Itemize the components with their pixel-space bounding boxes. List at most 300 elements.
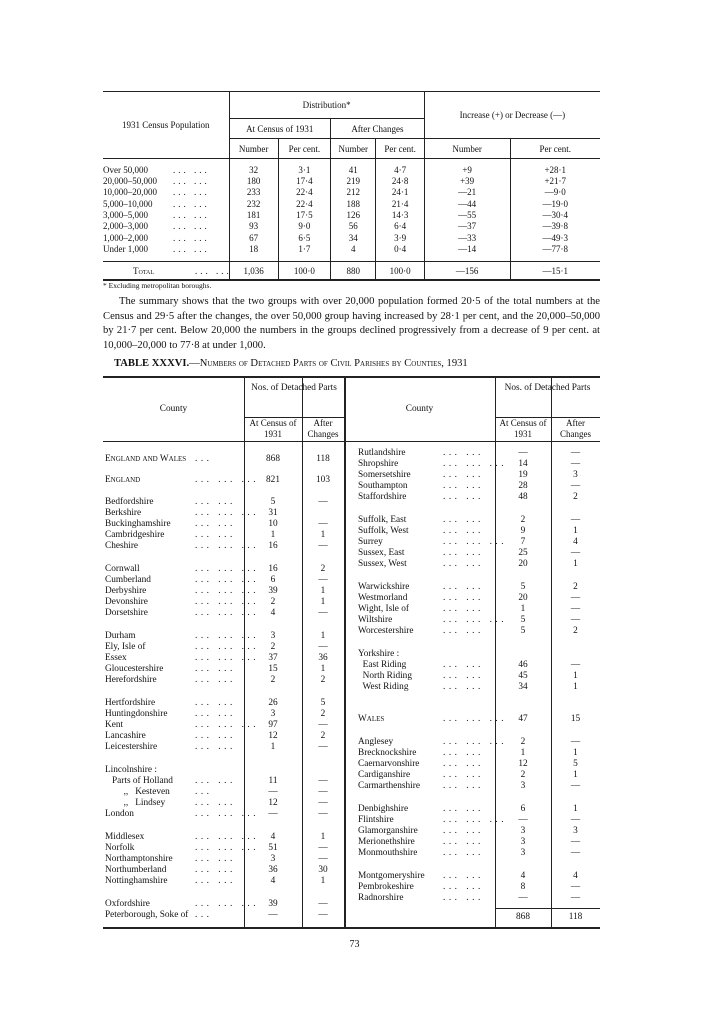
table-row — [103, 759, 600, 770]
table-row — [103, 448, 600, 459]
leader-dots: ... ... ... — [195, 720, 260, 730]
leader-dots: ... ... — [443, 781, 484, 791]
census-value: 31 — [268, 508, 278, 518]
county-name: West Riding — [358, 682, 409, 692]
after-value: — — [570, 448, 581, 458]
after-value: 15 — [570, 714, 581, 724]
census-header-left: At Census of 1931 — [249, 418, 297, 439]
cell: 212 — [331, 187, 376, 198]
table-row — [103, 837, 600, 848]
after-value: 2 — [573, 582, 578, 592]
table-row — [103, 626, 600, 637]
total-after: 118 — [568, 912, 583, 922]
cell: 56 — [331, 221, 376, 232]
cell: —30·4 — [510, 210, 600, 221]
county-name: North Riding — [358, 671, 412, 681]
census-value: 3 — [270, 854, 276, 864]
after-value: — — [318, 519, 328, 529]
after-value: — — [318, 720, 328, 730]
table-row — [103, 537, 600, 548]
table-row — [103, 582, 600, 593]
leader-dots: ... ... — [195, 519, 236, 529]
leader-dots: ... ... — [443, 660, 484, 670]
county-name: Cornwall — [105, 564, 140, 574]
leader-dots: ... ... — [443, 671, 484, 681]
leader-dots: ... ... ... — [195, 586, 260, 596]
leader-dots: ... ... — [443, 837, 484, 847]
census-header-right: At Census of 1931 — [499, 418, 547, 439]
census-value: 3 — [270, 631, 276, 641]
table-row — [103, 615, 600, 626]
county-name: Cambridgeshire — [105, 530, 165, 540]
after-value: — — [570, 893, 581, 903]
leader-dots: ... ... — [443, 682, 484, 692]
county-name: Surrey — [358, 537, 383, 547]
census-value: 16 — [268, 541, 278, 551]
distribution-header: Distribution* — [229, 92, 424, 119]
cell: 14·3 — [376, 210, 424, 221]
after-value: 2 — [320, 675, 326, 685]
census-value: 39 — [268, 586, 278, 596]
leader-dots: ... ... ... — [443, 459, 508, 469]
census-value: 39 — [268, 899, 278, 909]
after-value: — — [570, 604, 581, 614]
county-name: Staffordshire — [358, 492, 407, 502]
table-row — [103, 176, 600, 187]
table-row — [103, 871, 600, 882]
census-value: 3 — [520, 848, 526, 858]
after-value: 1 — [573, 559, 578, 569]
county-name: Somersetshire — [358, 470, 411, 480]
after-value: — — [318, 541, 328, 551]
cell: 181 — [229, 210, 278, 221]
leader-dots: ... ... — [443, 804, 484, 814]
after-value: 5 — [573, 759, 578, 769]
census-value: 37 — [268, 653, 278, 663]
leader-dots: ... ... — [173, 221, 210, 232]
leader-dots: ... ... — [443, 604, 484, 614]
row-label: 2,000–3,000 — [103, 221, 148, 232]
census-value: 1 — [270, 530, 276, 540]
table-row — [103, 187, 600, 198]
footnote: * Excluding metropolitan boroughs. — [103, 281, 212, 290]
after-value: — — [318, 642, 328, 652]
total-row — [495, 912, 600, 923]
county-name: ,, Lindsey — [105, 798, 166, 808]
after-value: 1 — [320, 530, 326, 540]
leader-dots: ... ... ... — [443, 815, 508, 825]
census-value: 3 — [520, 781, 526, 791]
after-value: — — [318, 809, 328, 819]
table-number: TABLE XXXVI. — [114, 358, 190, 369]
cell: 4 — [331, 244, 376, 262]
census-value: 20 — [518, 593, 528, 603]
row-label: 1,000–2,000 — [103, 232, 148, 243]
leader-dots: ... ... ... — [195, 475, 260, 485]
table-row — [103, 210, 600, 221]
detached-parts-table — [103, 376, 600, 929]
county-name: Parts of Holland — [105, 776, 173, 786]
after-value: 1 — [573, 770, 578, 780]
after-value: — — [318, 787, 328, 797]
census-value: 15 — [268, 664, 278, 674]
after-value: — — [570, 515, 581, 525]
cell: —55 — [424, 210, 510, 221]
table-row — [103, 698, 600, 709]
leader-dots: ... ... — [195, 664, 236, 674]
census-value: 45 — [518, 671, 528, 681]
census-value: 1 — [270, 742, 276, 752]
leader-dots: ... ... ... — [195, 809, 260, 819]
leader-dots: ... ... — [443, 848, 484, 858]
after-value: — — [570, 593, 581, 603]
after-value: 1 — [573, 748, 578, 758]
census-value: 20 — [518, 559, 528, 569]
census-value: 25 — [518, 548, 528, 558]
county-name: Wales — [358, 714, 385, 724]
after-value: — — [318, 854, 328, 864]
after-value: — — [570, 781, 581, 791]
table-row — [103, 671, 600, 682]
leader-dots: ... ... — [195, 865, 236, 875]
population-distribution-table — [103, 91, 600, 281]
table-row — [103, 470, 600, 481]
county-name: Glamorganshire — [358, 826, 418, 836]
cell: 100·0 — [376, 261, 424, 280]
county-name: Radnorshire — [358, 893, 404, 903]
cell: —14 — [424, 244, 510, 262]
after-value: — — [318, 910, 328, 920]
after-value: 2 — [573, 492, 578, 502]
county-name: Norfolk — [105, 843, 135, 853]
table-row — [103, 593, 600, 604]
county-name: Caernarvonshire — [358, 759, 420, 769]
leader-dots: ... ... — [443, 515, 484, 525]
after-value: 5 — [320, 698, 326, 708]
table-row — [103, 199, 600, 210]
after-value: 2 — [573, 626, 578, 636]
leader-dots: ... ... — [443, 548, 484, 558]
leader-dots: ... ... ... — [443, 615, 508, 625]
after-value: — — [570, 615, 581, 625]
leader-dots: ... ... — [195, 854, 236, 864]
table-row — [103, 770, 600, 781]
cell: 1,036 — [229, 261, 278, 280]
after-value: 30 — [318, 865, 328, 875]
leader-dots: ... ... — [443, 770, 484, 780]
page-number: 73 — [349, 939, 360, 950]
cell: —9·0 — [510, 187, 600, 198]
after-value: 1 — [320, 586, 326, 596]
census-value: 2 — [270, 675, 276, 685]
col-percent-change: Per cent. — [510, 139, 600, 159]
table-row — [103, 604, 600, 615]
leader-dots: ... ... — [443, 826, 484, 836]
after-value: — — [570, 837, 581, 847]
leader-dots: ... ... — [443, 582, 484, 592]
after-value: 1 — [573, 671, 578, 681]
county-name: Rutlandshire — [358, 448, 406, 458]
cell: 880 — [331, 261, 376, 280]
cell: 41 — [331, 159, 376, 177]
county-name: Derbyshire — [105, 586, 147, 596]
census-value: 2 — [270, 597, 276, 607]
cell: —77·8 — [510, 244, 600, 262]
county-name: Essex — [105, 653, 127, 663]
county-name: Leicestershire — [105, 742, 158, 752]
leader-dots: ... ... ... — [195, 597, 260, 607]
census-value: 14 — [518, 459, 528, 469]
leader-dots: ... ... ... — [443, 537, 508, 547]
county-name: Bedfordshire — [105, 497, 154, 507]
table-row — [103, 548, 600, 559]
stub-header: 1931 Census Population — [103, 92, 229, 159]
census-value: 1 — [520, 748, 526, 758]
cell: 6·5 — [278, 232, 330, 243]
census-value: 3 — [520, 826, 526, 836]
leader-dots: ... ... — [195, 776, 236, 786]
county-name: Durham — [105, 631, 136, 641]
after-value: 4 — [573, 871, 578, 881]
cell: 1·7 — [278, 244, 330, 262]
leader-dots: ... ... — [195, 698, 236, 708]
cell: 126 — [331, 210, 376, 221]
county-name: Northamptonshire — [105, 854, 173, 864]
county-name: Ely, Isle of — [105, 642, 146, 652]
table-row — [103, 221, 600, 232]
cell: 24·8 — [376, 176, 424, 187]
table-row — [103, 492, 600, 503]
leader-dots: ... ... ... — [195, 642, 260, 652]
table-row — [103, 232, 600, 243]
leader-dots: ... ... ... — [195, 899, 260, 909]
after-value: — — [570, 660, 581, 670]
leader-dots: ... ... ... — [195, 832, 260, 842]
county-name: Nottinghamshire — [105, 876, 168, 886]
leader-dots: ... ... — [443, 526, 484, 536]
leader-dots: ... ... — [443, 893, 484, 903]
leader-dots: ... ... ... — [195, 653, 260, 663]
row-label: 5,000–10,000 — [103, 198, 153, 209]
leader-dots: ... — [195, 910, 213, 920]
after-header-left: After Changes — [307, 418, 339, 439]
cell: 100·0 — [278, 261, 330, 280]
census-value: 19 — [518, 470, 528, 480]
table-row — [103, 526, 600, 537]
census-value: 7 — [520, 537, 526, 547]
after-value: — — [318, 798, 328, 808]
county-name: Anglesey — [358, 737, 394, 747]
row-label: 20,000–50,000 — [103, 176, 157, 187]
col-percent-after: Per cent. — [376, 139, 424, 159]
cell: 17·4 — [278, 176, 330, 187]
cell: 34 — [331, 232, 376, 243]
census-value: 2 — [270, 642, 276, 652]
after-value: — — [570, 459, 581, 469]
cell: 18 — [229, 244, 278, 262]
after-value: 1 — [320, 876, 326, 886]
county-name: Kent — [105, 720, 124, 730]
county-name: Brecknockshire — [358, 748, 417, 758]
county-name: England — [105, 475, 141, 485]
county-name: London — [105, 809, 134, 819]
cell: 93 — [229, 221, 278, 232]
leader-dots: ... ... — [195, 876, 236, 886]
after-value: — — [318, 742, 328, 752]
after-value: — — [318, 776, 328, 786]
col-percent-census: Per cent. — [278, 139, 330, 159]
table-row — [103, 159, 600, 177]
county-name: England and Wales — [105, 454, 187, 464]
census-value: 821 — [266, 475, 280, 485]
after-value: — — [570, 882, 581, 892]
census-value: 4 — [270, 876, 276, 886]
census-value: 48 — [518, 492, 528, 502]
table-row — [103, 748, 600, 759]
census-value: 28 — [518, 481, 528, 491]
leader-dots: ... ... ... — [195, 631, 260, 641]
cell: 3·9 — [376, 232, 424, 243]
census-value: — — [268, 809, 278, 819]
after-value: 36 — [318, 653, 328, 663]
leader-dots: ... ... ... — [195, 508, 260, 518]
table-row — [103, 660, 600, 671]
after-value: — — [570, 548, 581, 558]
leader-dots: ... ... — [173, 198, 210, 209]
leader-dots: ... ... — [443, 481, 484, 491]
cell: —37 — [424, 221, 510, 232]
cell: 32 — [229, 159, 278, 177]
leader-dots: ... — [195, 454, 213, 464]
county-name: Warwickshire — [358, 582, 410, 592]
leader-dots: ... ... — [195, 798, 236, 808]
cell: —39·8 — [510, 221, 600, 232]
cell: 233 — [229, 187, 278, 198]
col-number-census: Number — [229, 139, 278, 159]
county-name: Huntingdonshire — [105, 709, 168, 719]
after-value: — — [318, 497, 328, 507]
census-value: 2 — [520, 737, 526, 747]
cell: —44 — [424, 199, 510, 210]
total-census: 868 — [516, 912, 530, 922]
cell: 4·7 — [376, 159, 424, 177]
col-number-change: Number — [424, 139, 510, 159]
county-name: Buckinghamshire — [105, 519, 171, 529]
row-label: 3,000–5,000 — [103, 210, 148, 221]
after-value: 1 — [320, 597, 326, 607]
cell: 232 — [229, 199, 278, 210]
after-value: — — [570, 737, 581, 747]
county-name: Hertfordshire — [105, 698, 156, 708]
census-value: 6 — [520, 804, 526, 814]
after-value: — — [318, 843, 328, 853]
after-value: — — [318, 575, 328, 585]
census-value: — — [518, 893, 528, 903]
table-row — [103, 815, 600, 826]
census-value: 16 — [268, 564, 278, 574]
table-row — [103, 649, 600, 660]
census-value: 26 — [268, 698, 278, 708]
cell: +39 — [424, 176, 510, 187]
after-value: 118 — [316, 454, 330, 464]
county-name: Sussex, West — [358, 559, 407, 569]
county-name: Cumberland — [105, 575, 151, 585]
total-label: Total — [133, 265, 155, 276]
census-value: 3 — [270, 709, 276, 719]
leader-dots: ... ... — [173, 243, 210, 254]
table-row — [103, 737, 600, 748]
leader-dots: ... ... ... — [443, 714, 508, 724]
leader-dots: ... ... — [443, 559, 484, 569]
table-row — [103, 481, 600, 492]
summary-paragraph: The summary shows that the two groups with over 20,000 population formed 20·5 of the total numbers at the Census and 29·5 after the changes, the over 50,000 group having increased by 28·1 per cent, and the 20,000–50,000 by 21·7 per cent. Below 20,000 the numbers in the groups declined progressively from a decrease of 9 per cent. at 10,000–20,000 to 77·8 at under 1,000. — [103, 296, 600, 351]
cell: 180 — [229, 176, 278, 187]
leader-dots: ... ... ... — [195, 541, 260, 551]
census-value: 868 — [266, 454, 280, 464]
county-name: Oxfordshire — [105, 899, 150, 909]
census-value: 4 — [270, 832, 276, 842]
census-value: 4 — [520, 871, 526, 881]
census-value: 10 — [268, 519, 278, 529]
county-name: Southampton — [358, 481, 408, 491]
table-row — [103, 559, 600, 570]
census-value: 5 — [520, 582, 526, 592]
census-value: 1 — [520, 604, 526, 614]
county-name: Herefordshire — [105, 675, 157, 685]
table-row — [103, 682, 600, 693]
county-name: Carmarthenshire — [358, 781, 420, 791]
table-row — [103, 804, 600, 815]
table-row — [103, 848, 600, 859]
col-number-after: Number — [331, 139, 376, 159]
cell: 219 — [331, 176, 376, 187]
census-value: 36 — [268, 865, 278, 875]
row-label: Over 50,000 — [103, 165, 148, 175]
after-value: 4 — [573, 537, 578, 547]
after-value: — — [570, 848, 581, 858]
census-value: 51 — [268, 843, 278, 853]
table-row — [103, 781, 600, 792]
leader-dots: ... ... ... — [195, 608, 260, 618]
census-value: 97 — [268, 720, 278, 730]
leader-dots: ... ... — [443, 593, 484, 603]
table-caption: —Numbers of Detached Parts of Civil Parishes by Counties, 1931 — [189, 358, 468, 369]
leader-dots: ... ... — [443, 492, 484, 502]
leader-dots: ... ... — [195, 530, 236, 540]
after-value: 3 — [573, 826, 578, 836]
county-name: Shropshire — [358, 459, 399, 469]
leader-dots: ... ... — [173, 165, 210, 175]
after-value: 1 — [320, 631, 326, 641]
census-value: 34 — [518, 682, 528, 692]
county-name: Lancashire — [105, 731, 146, 741]
after-value: 2 — [320, 564, 326, 574]
leader-dots: ... ... — [195, 265, 232, 276]
leader-dots: ... ... — [443, 470, 484, 480]
cell: 22·4 — [278, 187, 330, 198]
after-value: 103 — [316, 475, 330, 485]
after-header-right: After Changes — [560, 418, 591, 439]
nos-header-right: Nos. of Detached Parts — [504, 383, 591, 393]
leader-dots: ... ... — [195, 675, 236, 685]
leader-dots: ... ... — [443, 748, 484, 758]
after-value: — — [318, 608, 328, 618]
county-name: ,, Kesteven — [105, 787, 170, 797]
county-name: Wiltshire — [358, 615, 393, 625]
county-name: Monmouthshire — [358, 848, 418, 858]
rule — [103, 441, 600, 442]
after-value: — — [570, 815, 581, 825]
